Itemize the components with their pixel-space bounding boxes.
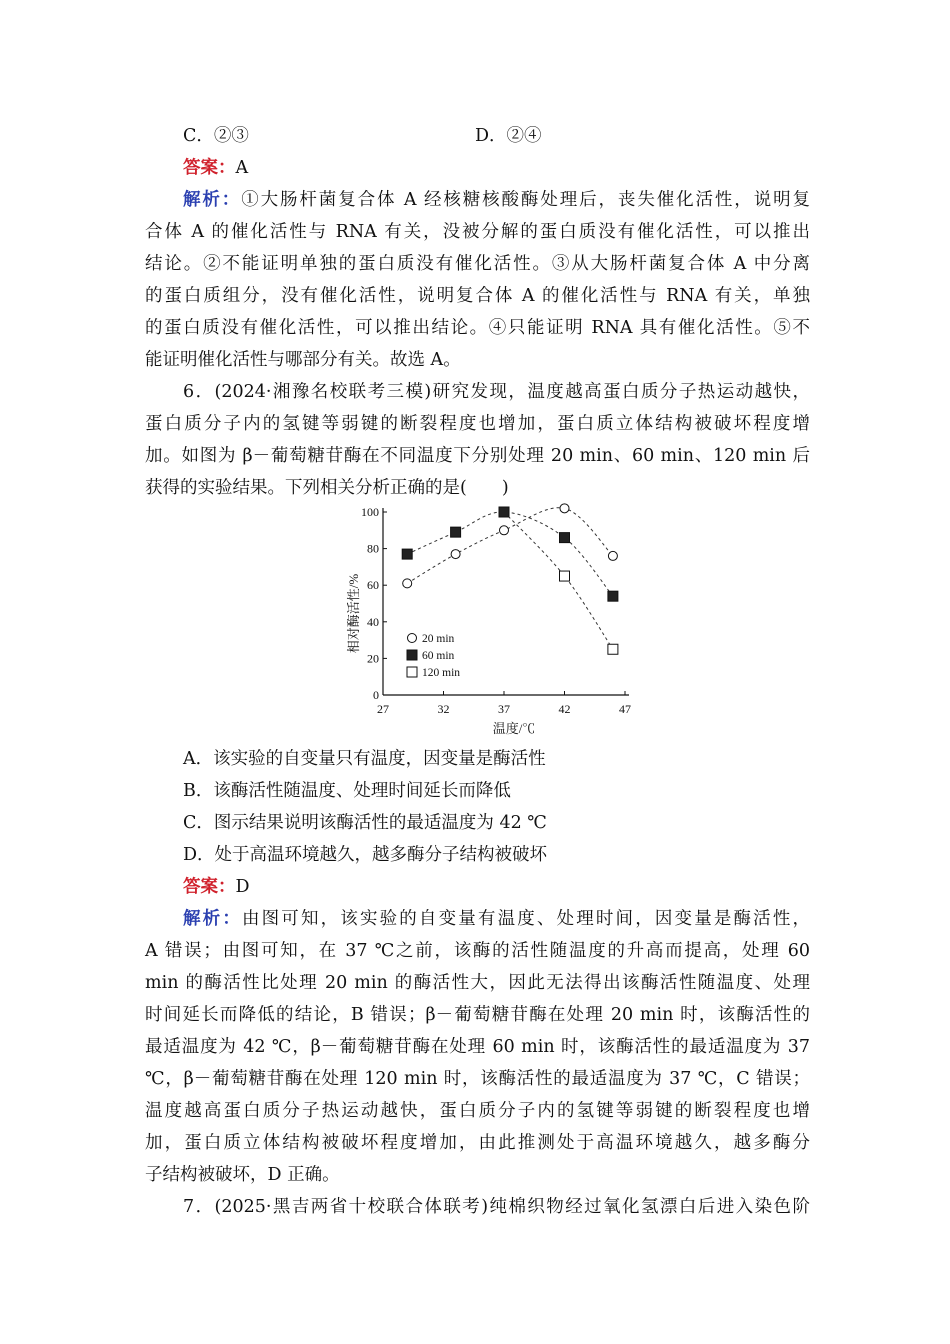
data-point [560, 571, 570, 581]
data-point [499, 507, 509, 517]
option-d: D．处于高温环境越久，越多酶分子结构被破坏 [183, 845, 548, 865]
data-point [451, 527, 461, 537]
x-axis-label: 温度/℃ [492, 721, 536, 736]
option-c: C．②③ [183, 126, 249, 146]
legend-label: 120 min [422, 667, 461, 679]
analysis-line: 子结构被破坏，D 正确。 [145, 1165, 340, 1185]
y-tick-label: 0 [373, 688, 379, 702]
question-stem-line: 获得的实验结果。下列相关分析正确的是( ) [145, 478, 509, 498]
data-point [608, 551, 617, 560]
analysis-line: 结论。②不能证明单独的蛋白质没有催化活性。③从大肠杆菌复合体 A 中分离 [145, 254, 810, 274]
analysis-line [183, 184, 810, 216]
option-d: D．②④ [475, 126, 542, 146]
question-stem-line: 6．(2024·湘豫名校联考三模)研究发现，温度越高蛋白质分子热运动越快， [183, 382, 810, 402]
question-stem-line: 蛋白质分子内的氢键等弱键的断裂程度也增加，蛋白质立体结构被破坏程度增 [145, 414, 810, 434]
y-tick-label: 60 [367, 578, 379, 593]
question-stem-line: 7．(2025·黑吉两省十校联合体联考)纯棉织物经过氧化氢漂白后进入染色阶 [183, 1197, 810, 1217]
answer-label: 答案： [183, 877, 236, 897]
data-point [451, 550, 460, 559]
analysis-line: 温度越高蛋白质分子热运动越快，蛋白质分子内的氢键等弱键的断裂程度也增 [145, 1101, 810, 1121]
analysis-text: 由图可知，该实验的自变量有温度、处理时间，因变量是酶活性， [241, 909, 810, 929]
answer-value: A [235, 158, 249, 178]
data-point [560, 504, 569, 513]
legend-marker [408, 634, 417, 643]
question-stem-line: 加。如图为 β－葡萄糖苷酶在不同温度下分别处理 20 min、60 min、120 min 后 [145, 446, 810, 466]
analysis-line: 最适温度为 42 ℃，β－葡萄糖苷酶在处理 60 min 时，该酶活性的最适温度为 37 [145, 1037, 810, 1057]
analysis-text: ①大肠杆菌复合体 A 经核糖核酸酶处理后，丧失催化活性，说明复 [241, 190, 811, 210]
analysis-label: 解析： [183, 909, 242, 929]
x-tick-label: 42 [558, 702, 571, 716]
y-tick-label: 80 [367, 541, 379, 556]
curve-20min [407, 508, 613, 584]
data-point [608, 591, 618, 601]
legend-marker [407, 650, 417, 660]
legend-label: 60 min [422, 650, 455, 662]
enzyme-activity-chart [340, 500, 640, 740]
analysis-line: 加，蛋白质立体结构被破坏程度增加，由此推测处于高温环境越久，越多酶分 [145, 1133, 810, 1153]
x-tick-label: 47 [619, 702, 631, 716]
analysis-label: 解析： [183, 190, 242, 210]
analysis-line [183, 903, 810, 935]
y-tick-label: 40 [367, 614, 379, 629]
legend-marker [407, 667, 417, 677]
data-point [608, 644, 618, 654]
y-axis-label: 相对酶活性/% [346, 573, 361, 654]
analysis-line: ℃，β－葡萄糖苷酶在处理 120 min 时，该酶活性的最适温度为 37 ℃，C 错误； [145, 1069, 810, 1089]
x-tick-label: 32 [437, 702, 450, 716]
data-point [402, 549, 412, 559]
legend-label: 20 min [422, 633, 455, 645]
analysis-line: A 错误；由图可知，在 37 ℃之前，该酶的活性随温度的升高而提高，处理 60 [145, 941, 810, 961]
analysis-line: 时间延长而降低的结论，B 错误；β－葡萄糖苷酶在处理 20 min 时，该酶活性的 [145, 1005, 810, 1025]
answer-value: D [235, 877, 250, 897]
answer-line [183, 152, 810, 184]
y-tick-label: 20 [367, 651, 379, 666]
curve-120min [504, 512, 613, 649]
answer-line [183, 871, 810, 903]
analysis-line: 合体 A 的催化活性与 RNA 有关，没被分解的蛋白质没有催化活性，可以推出 [145, 222, 810, 242]
option-a: A．该实验的自变量只有温度，因变量是酶活性 [183, 749, 546, 769]
analysis-line: 能证明催化活性与哪部分有关。故选 A。 [145, 350, 461, 370]
analysis-line: 的蛋白质没有催化活性，可以推出结论。④只能证明 RNA 具有催化活性。⑤不 [145, 318, 810, 338]
data-point [500, 526, 509, 535]
option-c: C．图示结果说明该酶活性的最适温度为 42 ℃ [183, 813, 547, 833]
data-point [403, 579, 412, 588]
answer-label: 答案： [183, 158, 236, 178]
curve-60min [407, 512, 613, 596]
analysis-line: min 的酶活性比处理 20 min 的酶活性大，因此无法得出该酶活性随温度、处理 [145, 973, 810, 993]
x-tick-label: 37 [498, 702, 510, 716]
x-tick-label: 27 [377, 702, 389, 716]
data-point [560, 533, 570, 543]
option-b: B．该酶活性随温度、处理时间延长而降低 [183, 781, 511, 801]
y-tick-label: 100 [361, 505, 379, 519]
analysis-line: 的蛋白质组分，没有催化活性，说明复合体 A 的催化活性与 RNA 有关，单独 [145, 286, 810, 306]
